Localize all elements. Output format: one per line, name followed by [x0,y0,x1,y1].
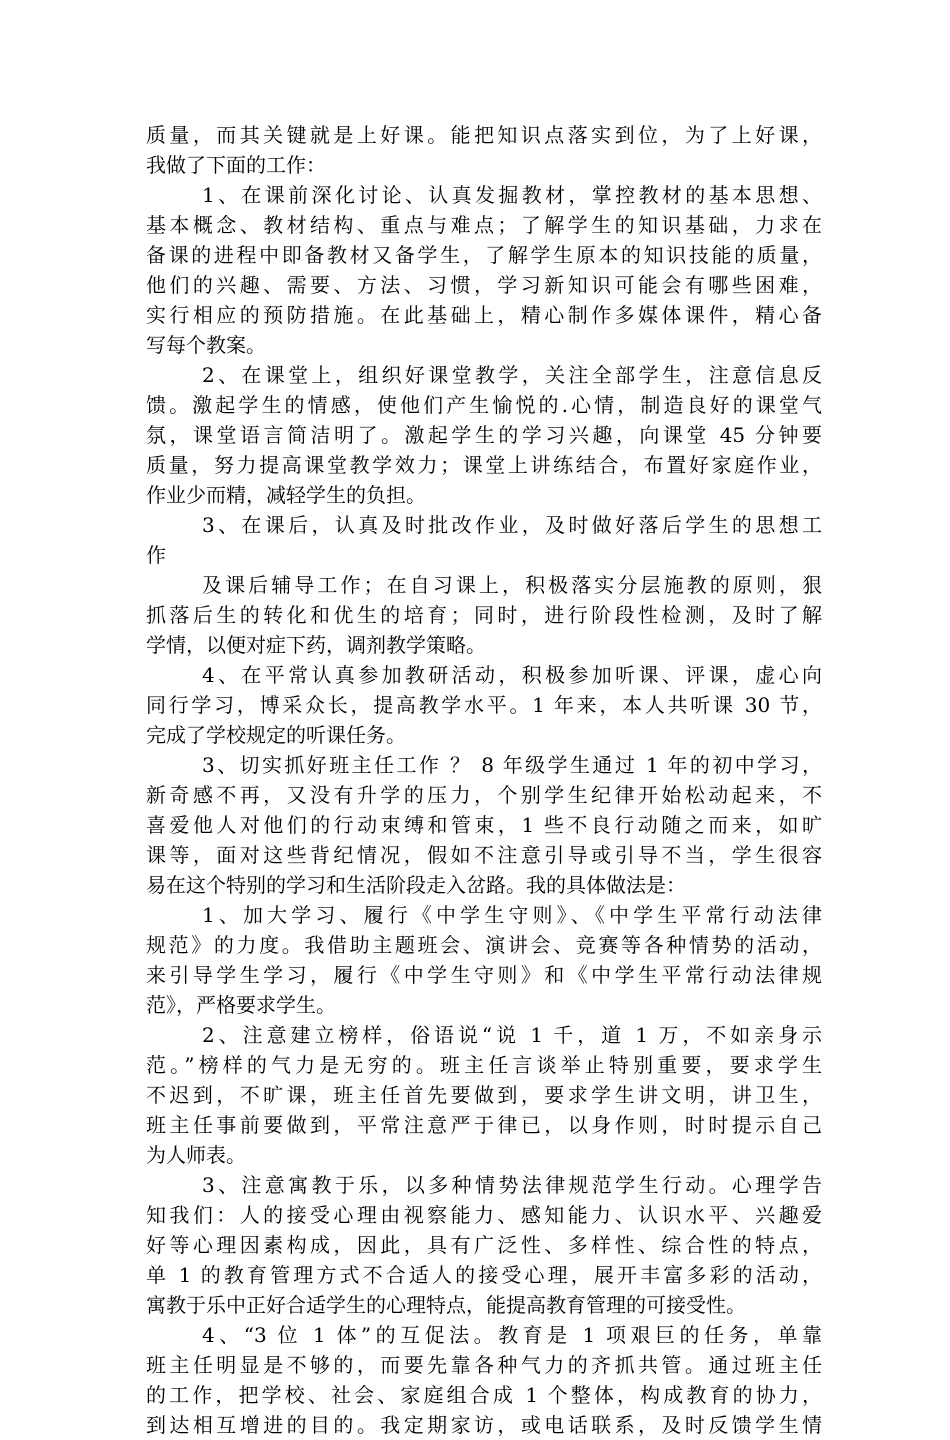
text-line: 基本概念、教材结构、重点与难点；了解学生的知识基础，力求在 [146,213,822,237]
text-line: 4、在平常认真参加教研活动，积极参加听课、评课，虚心向 [202,663,822,687]
text-line: 到达相互增进的目的。我定期家访，或电话联系，及时反馈学生情 [146,1413,822,1437]
text-line: 作业少而精，减轻学生的负担。 [146,483,426,507]
text-line: 新奇感不再，又没有升学的压力，个别学生纪律开始松动起来，不 [146,783,822,807]
text-line: 完成了学校规定的听课任务。 [146,723,406,747]
text-line: 2、注意建立榜样，俗语说“说 1 千，道 1 万，不如亲身示 [202,1023,822,1047]
text-line: 喜爱他人对他们的行动束缚和管束，1 些不良行动随之而来，如旷 [146,813,822,837]
text-line: 为人师表。 [146,1143,246,1167]
text-line: 好等心理因素构成，因此，具有广泛性、多样性、综合性的特点， [146,1233,822,1257]
text-line: 质量，努力提高课堂教学效力；课堂上讲练结合，布置好家庭作业， [146,453,822,477]
text-line: 范。”榜样的气力是无穷的。班主任言谈举止特别重要，要求学生 [146,1053,822,1077]
text-line: 知我们：人的接受心理由视察能力、感知能力、认识水平、兴趣爱 [146,1203,822,1227]
text-line: 3、在课后，认真及时批改作业，及时做好落后学生的思想工 [202,513,822,537]
text-line: 单 1 的教育管理方式不合适人的接受心理，展开丰富多彩的活动， [146,1263,822,1287]
text-line: 课等，面对这些背纪情况，假如不注意引导或引导不当，学生很容 [146,843,822,867]
text-line: 质量，而其关键就是上好课。能把知识点落实到位，为了上好课， [146,123,822,147]
text-line: 及课后辅导工作；在自习课上，积极落实分层施教的原则，狠 [202,573,822,597]
text-line: 实行相应的预防措施。在此基础上，精心制作多媒体课件，精心备 [146,303,822,327]
text-line: 他们的兴趣、需要、方法、习惯，学习新知识可能会有哪些困难， [146,273,822,297]
text-line: 作 [146,543,166,567]
text-line: 馈。激起学生的情感，使他们产生愉悦的.心情，制造良好的课堂气 [146,393,822,417]
text-line: 班主任事前要做到，平常注意严于律已，以身作则，时时提示自己 [146,1113,822,1137]
text-line: 的工作，把学校、社会、家庭组合成 1 个整体，构成教育的协力， [146,1383,822,1407]
text-line: 3、切实抓好班主任工作 ？ 8 年级学生通过 1 年的初中学习， [202,753,822,777]
text-line: 范》，严格要求学生。 [146,993,336,1017]
text-line: 抓落后生的转化和优生的培育；同时，进行阶段性检测，及时了解 [146,603,822,627]
document-body [146,120,822,1440]
text-line: 寓教于乐中正好合适学生的心理特点，能提高教育管理的可接受性。 [146,1293,746,1317]
text-line: 我做了下面的工作： [146,153,326,177]
text-line: 备课的进程中即备教材又备学生，了解学生原本的知识技能的质量， [146,243,822,267]
text-line: 氛，课堂语言简洁明了。激起学生的学习兴趣，向课堂 45 分钟要 [146,423,822,447]
text-line: 1、在课前深化讨论、认真发掘教材，掌控教材的基本思想、 [202,183,822,207]
text-line: 不迟到，不旷课，班主任首先要做到，要求学生讲文明，讲卫生， [146,1083,822,1107]
text-line: 写每个教案。 [146,333,266,357]
text-line: 学情，以便对症下药，调剂教学策略。 [146,633,486,657]
text-line: 同行学习，博采众长，提高教学水平。1 年来，本人共听课 30 节， [146,693,822,717]
text-line: 1、加大学习、履行《中学生守则》、《中学生平常行动法律 [202,903,822,927]
text-line: 规范》的力度。我借助主题班会、演讲会、竞赛等各种情势的活动， [146,933,822,957]
text-line: 易在这个特别的学习和生活阶段走入岔路。我的具体做法是： [146,873,686,897]
text-line: 来引导学生学习，履行《中学生守则》和《中学生平常行动法律规 [146,963,822,987]
text-line: 4、“3 位 1 体”的互促法。教育是 1 项艰巨的任务，单靠 [202,1323,822,1347]
text-line: 班主任明显是不够的，而要先靠各种气力的齐抓共管。通过班主任 [146,1353,822,1377]
text-line: 3、注意寓教于乐，以多种情势法律规范学生行动。心理学告 [202,1173,822,1197]
text-line: 2、在课堂上，组织好课堂教学，关注全部学生，注意信息反 [202,363,822,387]
